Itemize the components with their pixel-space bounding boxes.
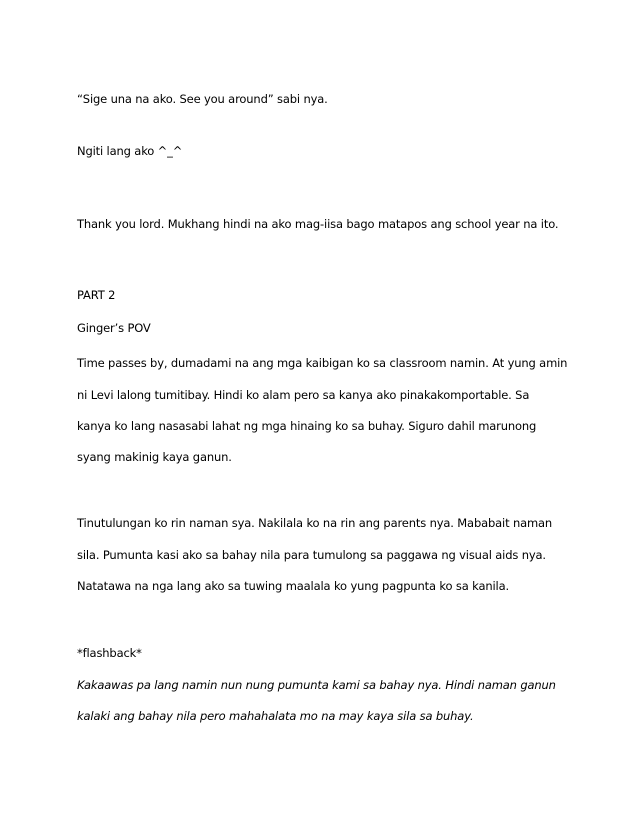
text-line-italic: Kakaawas pa lang namin nun nung pumunta kami sa bahay nya. Hindi naman ganun	[77, 678, 556, 692]
text-line: syang makinig kaya ganun.	[77, 450, 232, 464]
pov-heading: Ginger’s POV	[77, 321, 151, 335]
text-line: Natatawa na nga lang ako sa tuwing maalala ko yung pagpunta ko sa kanila.	[77, 579, 509, 593]
text-line: ni Levi lalong tumitibay. Hindi ko alam pero sa kanya ako pinakakomportable. Sa	[77, 388, 530, 402]
flashback-marker: *flashback*	[77, 646, 142, 660]
text-line: Time passes by, dumadami na ang mga kaibigan ko sa classroom namin. At yung amin	[77, 356, 568, 370]
text-line: kanya ko lang nasasabi lahat ng mga hinaing ko sa buhay. Siguro dahil marunong	[77, 419, 537, 433]
text-line-italic: kalaki ang bahay nila pero mahahalata mo na may kaya sila sa buhay.	[77, 709, 474, 723]
text-line: Tinutulungan ko rin naman sya. Nakilala ko na rin ang parents nya. Mababait naman	[77, 516, 553, 530]
text-line: Ngiti lang ako ^_^	[77, 144, 183, 158]
section-heading: PART 2	[77, 288, 116, 302]
text-line: “Sige una na ako. See you around” sabi nya.	[77, 92, 328, 106]
text-line: sila. Pumunta kasi ako sa bahay nila para tumulong sa paggawa ng visual aids nya.	[77, 548, 546, 562]
text-line: Thank you lord. Mukhang hindi na ako mag-iisa bago matapos ang school year na ito.	[77, 217, 559, 231]
